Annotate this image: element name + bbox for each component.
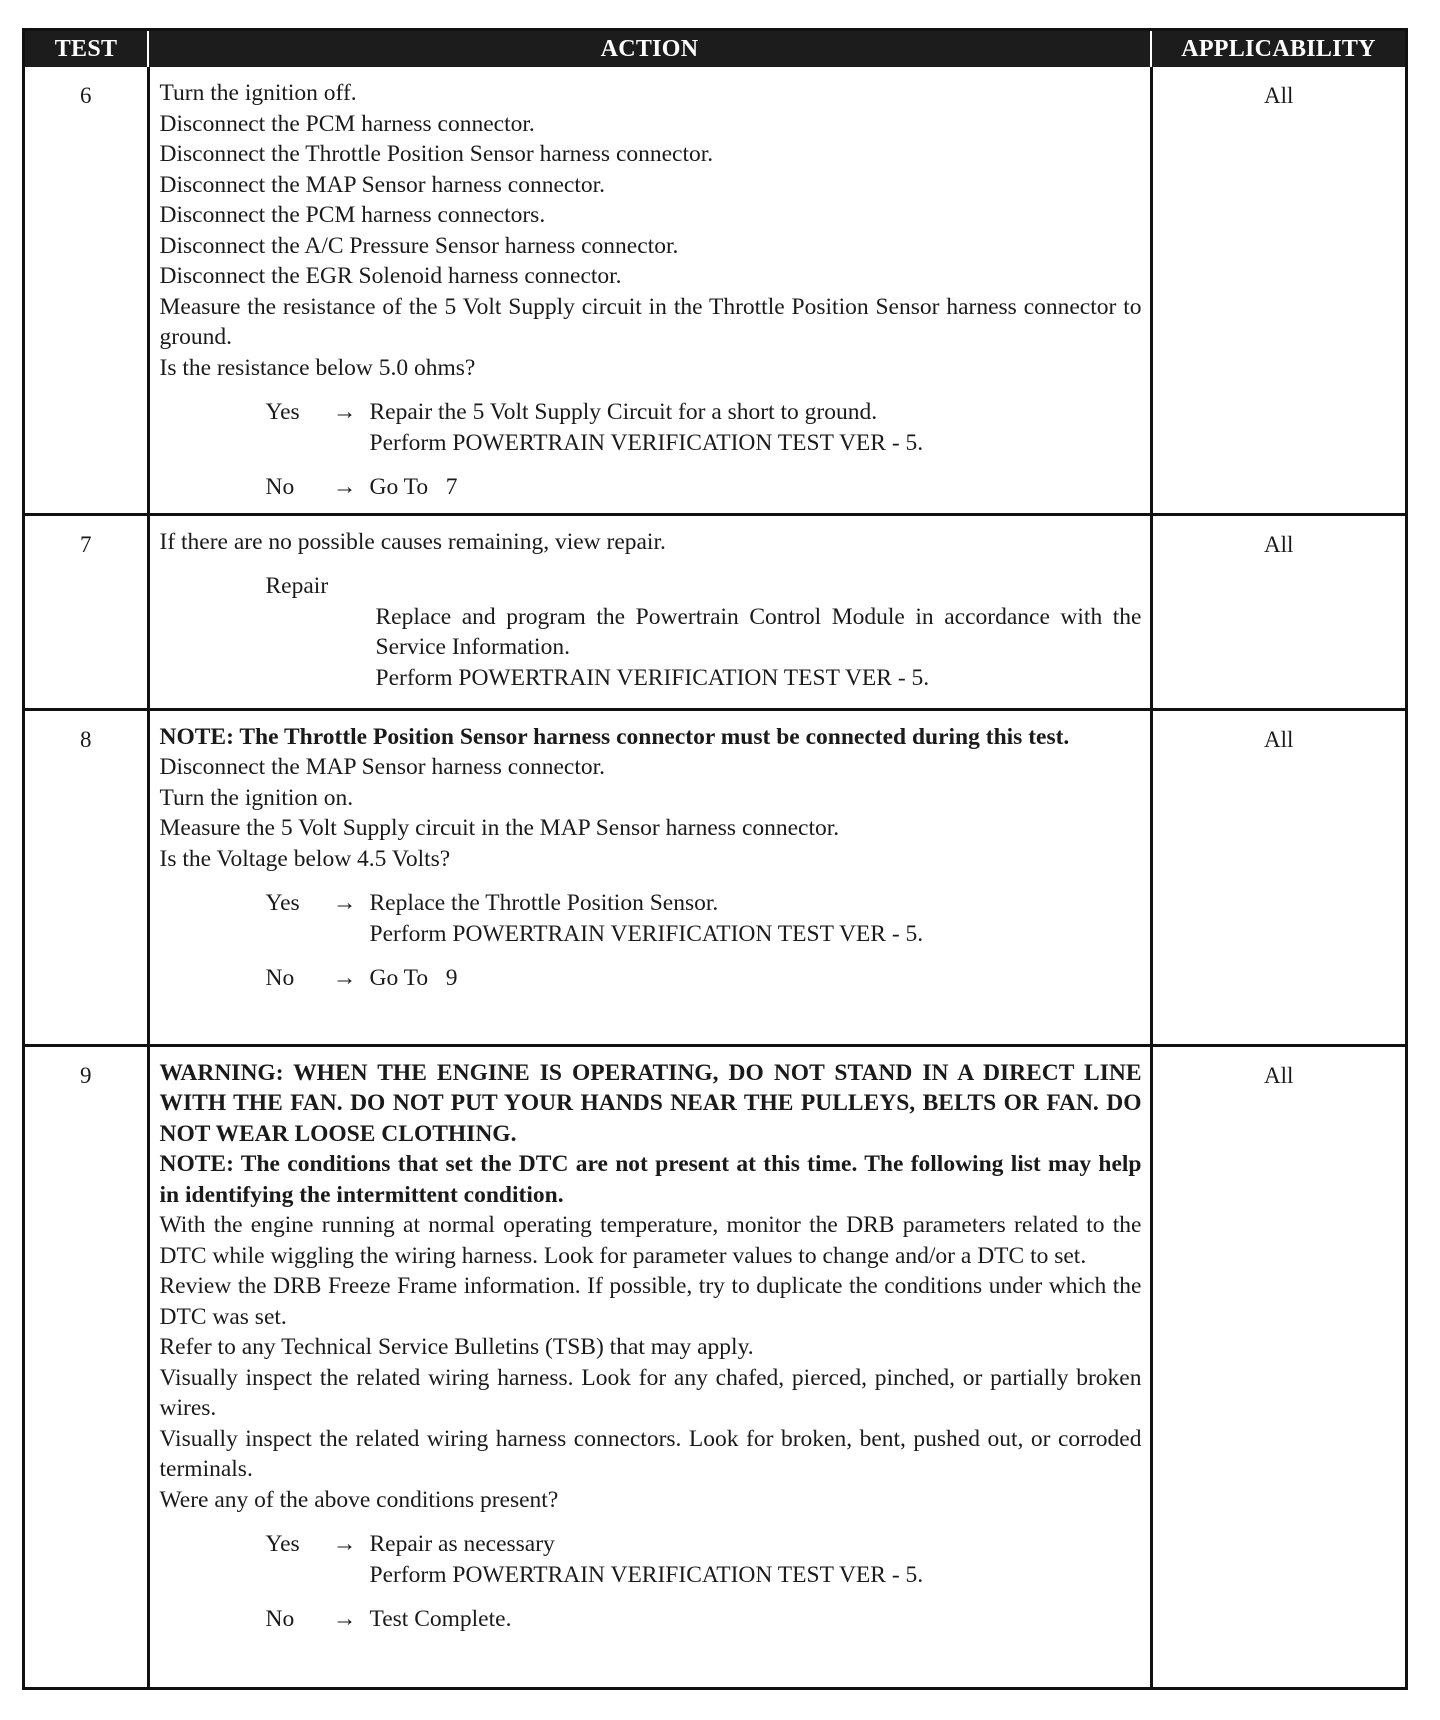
action-step: Visually inspect the related wiring harness connectors. Look for broken, bent, pushed out, or corroded terminals. bbox=[159, 1425, 1142, 1482]
column-header-applicability: APPLICABILITY bbox=[1151, 31, 1405, 67]
right-arrow-icon: → bbox=[332, 1531, 357, 1557]
repair-label: Repair bbox=[265, 573, 329, 599]
test-applicability: All bbox=[1151, 514, 1405, 709]
no-label: No bbox=[265, 474, 295, 500]
yes-response bbox=[266, 397, 1142, 458]
test-number: 9 bbox=[25, 1045, 148, 1687]
action-step: Disconnect the MAP Sensor harness connector. bbox=[159, 754, 606, 780]
yes-label: Yes bbox=[265, 399, 300, 425]
no-action: Test Complete. bbox=[369, 1606, 512, 1632]
right-arrow-icon: → bbox=[332, 399, 357, 425]
warning-text: WARNING: WHEN THE ENGINE IS OPERATING, DO NOT STAND IN A DIRECT LINE WITH THE FAN. DO NOT PUT YOUR HANDS NEAR THE PULLEYS, BELTS OR FAN. DO NOT WEAR LOOSE CLOTHING. bbox=[159, 1059, 1142, 1147]
repair-perform: Perform POWERTRAIN VERIFICATION TEST VER - 5. bbox=[375, 664, 930, 691]
test-row-8 bbox=[25, 709, 1405, 1045]
yes-action: Perform POWERTRAIN VERIFICATION TEST VER - 5. bbox=[369, 1561, 924, 1588]
repair-instruction: Replace and program the Powertrain Control Module in accordance with the Service Information. bbox=[375, 603, 1142, 660]
test-applicability: All bbox=[1151, 67, 1405, 514]
yes-action: Repair the 5 Volt Supply Circuit for a short to ground. bbox=[369, 399, 878, 425]
note-text: NOTE: The Throttle Position Sensor harness connector must be connected during this test. bbox=[159, 723, 1070, 750]
action-step: Review the DRB Freeze Frame information. If possible, try to duplicate the conditions under which the DTC was set. bbox=[159, 1273, 1142, 1330]
right-arrow-icon: → bbox=[332, 1606, 357, 1632]
action-step: Refer to any Technical Service Bulletins (TSB) that may apply. bbox=[159, 1334, 754, 1360]
action-step: If there are no possible causes remaining, view repair. bbox=[159, 528, 666, 555]
action-step: Turn the ignition off. bbox=[159, 80, 357, 106]
yes-response bbox=[266, 1529, 1142, 1590]
table-header-row bbox=[25, 31, 1405, 67]
column-header-test: TEST bbox=[25, 31, 148, 67]
no-action: Go To 9 bbox=[369, 965, 458, 991]
test-action bbox=[148, 1045, 1151, 1687]
yes-action: Perform POWERTRAIN VERIFICATION TEST VER - 5. bbox=[369, 429, 924, 456]
no-response bbox=[266, 472, 1142, 503]
response-options bbox=[160, 397, 1142, 503]
test-number: 8 bbox=[25, 709, 148, 1045]
action-step: Disconnect the A/C Pressure Sensor harness connector. bbox=[159, 232, 679, 259]
test-action bbox=[148, 709, 1151, 1045]
response-options bbox=[160, 1529, 1142, 1635]
test-action bbox=[148, 67, 1151, 514]
action-step: Measure the resistance of the 5 Volt Supply circuit in the Throttle Position Sensor harness connector to ground. bbox=[159, 293, 1142, 350]
action-step: Disconnect the PCM harness connectors. bbox=[159, 202, 546, 228]
diagnostic-test-table bbox=[25, 31, 1405, 1687]
action-step: Visually inspect the related wiring harness. Look for any chafed, pierced, pinched, or partially broken wires. bbox=[159, 1364, 1142, 1421]
action-step: Disconnect the MAP Sensor harness connector. bbox=[159, 171, 606, 198]
right-arrow-icon: → bbox=[332, 965, 357, 991]
test-row-7 bbox=[25, 514, 1405, 709]
right-arrow-icon: → bbox=[332, 890, 357, 916]
action-step: Disconnect the Throttle Position Sensor harness connector. bbox=[159, 141, 714, 167]
test-applicability: All bbox=[1151, 1045, 1405, 1687]
action-question: Is the Voltage below 4.5 Volts? bbox=[159, 845, 451, 872]
action-question: Is the resistance below 5.0 ohms? bbox=[159, 354, 476, 381]
test-number: 6 bbox=[25, 67, 148, 514]
yes-action: Replace the Throttle Position Sensor. bbox=[369, 890, 719, 916]
action-step: Turn the ignition on. bbox=[159, 784, 354, 811]
action-step: Disconnect the EGR Solenoid harness connector. bbox=[159, 263, 622, 289]
no-label: No bbox=[265, 965, 295, 991]
action-step: Measure the 5 Volt Supply circuit in the MAP Sensor harness connector. bbox=[159, 815, 840, 841]
right-arrow-icon: → bbox=[332, 474, 357, 500]
test-row-9 bbox=[25, 1045, 1405, 1687]
response-options bbox=[160, 888, 1142, 994]
no-label: No bbox=[265, 1606, 295, 1632]
column-header-action: ACTION bbox=[148, 31, 1151, 67]
test-action bbox=[148, 514, 1151, 709]
note-text: NOTE: The conditions that set the DTC are not present at this time. The following list may help in identifying the intermittent condition. bbox=[159, 1151, 1142, 1208]
action-step: Disconnect the PCM harness connector. bbox=[159, 110, 535, 137]
action-question: Were any of the above conditions present? bbox=[159, 1486, 559, 1513]
test-applicability: All bbox=[1151, 709, 1405, 1045]
yes-label: Yes bbox=[265, 890, 300, 916]
yes-label: Yes bbox=[265, 1531, 300, 1557]
no-response bbox=[266, 1604, 1142, 1635]
no-action: Go To 7 bbox=[369, 474, 458, 500]
yes-action: Perform POWERTRAIN VERIFICATION TEST VER - 5. bbox=[369, 920, 924, 947]
action-step: With the engine running at normal operating temperature, monitor the DRB parameters related to the DTC while wiggling the wiring harness. Look for parameter values to change and/or a DTC to set. bbox=[159, 1212, 1142, 1269]
yes-action: Repair as necessary bbox=[369, 1531, 555, 1557]
yes-response bbox=[266, 888, 1142, 949]
no-response bbox=[266, 963, 1142, 994]
test-row-6 bbox=[25, 67, 1405, 514]
test-number: 7 bbox=[25, 514, 148, 709]
diagnostic-test-table-page bbox=[22, 28, 1408, 1690]
repair-section bbox=[160, 571, 1142, 693]
